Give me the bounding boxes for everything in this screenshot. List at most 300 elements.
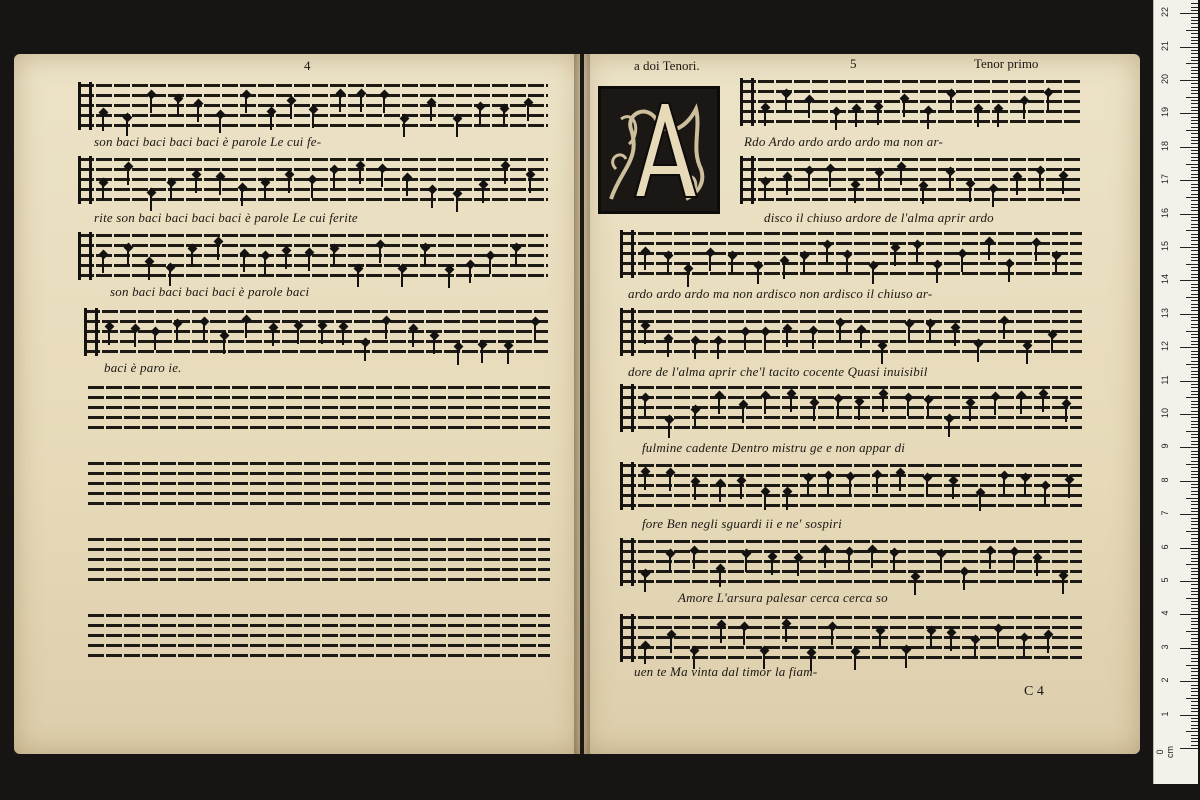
note-stem bbox=[515, 250, 517, 266]
note-stem bbox=[668, 422, 670, 438]
note-stem bbox=[837, 401, 839, 417]
note-stem bbox=[740, 483, 742, 499]
ruler-tick bbox=[1191, 120, 1198, 121]
ruler-tick bbox=[1191, 441, 1198, 442]
left-lyric-2: rite son baci baci baci baci è parole Le cui ferite bbox=[94, 210, 358, 225]
note-stem bbox=[829, 171, 831, 187]
note-stem bbox=[831, 629, 833, 645]
note-stem bbox=[839, 325, 841, 341]
ruler-tick bbox=[1186, 464, 1198, 465]
ruler-tick bbox=[1191, 611, 1198, 612]
note-stem bbox=[813, 405, 815, 421]
note-stem bbox=[527, 105, 529, 121]
note-stem bbox=[694, 343, 696, 359]
ruler-tick bbox=[1191, 601, 1198, 602]
ruler-tick bbox=[1191, 37, 1198, 38]
ruler-tick bbox=[1191, 7, 1198, 8]
note-stem bbox=[669, 556, 671, 572]
ruler-tick bbox=[1186, 698, 1198, 699]
note-stem bbox=[719, 486, 721, 502]
note-stem bbox=[177, 101, 179, 117]
ruler-tick bbox=[1191, 668, 1198, 669]
decorated-initial-a bbox=[598, 86, 720, 214]
note-stem bbox=[969, 405, 971, 421]
ruler-tick bbox=[1191, 60, 1198, 61]
ruler-tick bbox=[1191, 658, 1198, 659]
ruler-tick bbox=[1191, 604, 1198, 605]
left-page bbox=[14, 54, 580, 754]
ruler-tick bbox=[1191, 711, 1198, 712]
ruler-tick bbox=[1191, 387, 1198, 388]
right-header-left: a doi Tenori. bbox=[634, 58, 700, 73]
note-stem bbox=[195, 177, 197, 193]
note-stem bbox=[808, 102, 810, 118]
note-stem bbox=[988, 244, 990, 260]
ruler-tick bbox=[1191, 40, 1198, 41]
ruler-tick bbox=[1191, 558, 1198, 559]
ruler-tick bbox=[1191, 691, 1198, 692]
note-stem bbox=[950, 635, 952, 651]
note-stem bbox=[1016, 179, 1018, 195]
ruler-tick bbox=[1191, 434, 1198, 435]
ruler-tick bbox=[1191, 738, 1198, 739]
note-stem bbox=[243, 256, 245, 272]
ruler-tick bbox=[1191, 427, 1198, 428]
note-stem bbox=[644, 648, 646, 664]
note-stem bbox=[270, 114, 272, 130]
note-stem bbox=[848, 554, 850, 570]
ruler-tick bbox=[1191, 384, 1198, 385]
ruler-tick bbox=[1186, 665, 1198, 666]
note-stem bbox=[797, 560, 799, 576]
note-stem bbox=[1042, 396, 1044, 412]
note-stem bbox=[827, 478, 829, 494]
note-stem bbox=[992, 191, 994, 207]
ruler-tick bbox=[1191, 20, 1198, 21]
note-stem bbox=[907, 400, 909, 416]
ruler-tick bbox=[1191, 678, 1198, 679]
note-stem bbox=[903, 101, 905, 117]
note-stem bbox=[644, 254, 646, 270]
note-stem bbox=[872, 268, 874, 284]
ruler-tick bbox=[1180, 147, 1198, 148]
note-stem bbox=[860, 332, 862, 348]
left-staff-empty-2 bbox=[88, 462, 550, 506]
note-stem bbox=[406, 180, 408, 196]
ruler-label: 19 bbox=[1160, 107, 1170, 118]
ruler-label: 18 bbox=[1160, 140, 1170, 151]
ruler-tick bbox=[1186, 197, 1198, 198]
initial-ornament-icon bbox=[601, 89, 717, 211]
note-stem bbox=[667, 341, 669, 357]
measurement-ruler bbox=[1153, 0, 1198, 784]
ruler-tick bbox=[1191, 123, 1198, 124]
ruler-tick bbox=[1191, 474, 1198, 475]
ruler-tick bbox=[1191, 654, 1198, 655]
note-stem bbox=[963, 574, 965, 590]
note-stem bbox=[321, 328, 323, 344]
note-stem bbox=[127, 250, 129, 266]
note-stem bbox=[644, 328, 646, 344]
ruler-tick bbox=[1191, 521, 1198, 522]
note-stem bbox=[456, 121, 458, 137]
note-stem bbox=[203, 324, 205, 340]
ruler-tick bbox=[1191, 701, 1198, 702]
ruler-tick bbox=[1191, 90, 1198, 91]
ruler-tick bbox=[1191, 50, 1198, 51]
note-stem bbox=[786, 494, 788, 510]
note-stem bbox=[1003, 478, 1005, 494]
ruler-tick bbox=[1191, 103, 1198, 104]
note-stem bbox=[1023, 103, 1025, 119]
ruler-tick bbox=[1191, 457, 1198, 458]
ruler-tick bbox=[1191, 695, 1198, 696]
note-stem bbox=[731, 258, 733, 274]
note-stem bbox=[1044, 488, 1046, 504]
ruler-tick bbox=[1191, 411, 1198, 412]
ruler-tick bbox=[1191, 23, 1198, 24]
note-stem bbox=[456, 196, 458, 212]
ruler-tick bbox=[1186, 431, 1198, 432]
ruler-tick bbox=[1180, 581, 1198, 582]
note-stem bbox=[900, 169, 902, 185]
ruler-tick bbox=[1191, 194, 1198, 195]
ruler-tick bbox=[1180, 314, 1198, 315]
ruler-tick bbox=[1191, 394, 1198, 395]
left-staff-empty-1 bbox=[88, 386, 550, 430]
note-stem bbox=[854, 187, 856, 203]
note-stem bbox=[908, 326, 910, 342]
right-lyric-3: ardo ardo ardo ma non ardisco non ardisco il chiuso ar- bbox=[628, 286, 933, 301]
ruler-tick bbox=[1191, 561, 1198, 562]
ruler-tick bbox=[1191, 634, 1198, 635]
ruler-tick bbox=[1180, 180, 1198, 181]
ruler-tick bbox=[1186, 331, 1198, 332]
note-stem bbox=[694, 412, 696, 428]
ruler-tick bbox=[1191, 477, 1198, 478]
ruler-tick bbox=[1191, 224, 1198, 225]
ruler-tick bbox=[1191, 260, 1198, 261]
note-stem bbox=[148, 264, 150, 280]
ruler-tick bbox=[1191, 157, 1198, 158]
note-stem bbox=[764, 184, 766, 200]
ruler-tick bbox=[1191, 361, 1198, 362]
note-stem bbox=[950, 96, 952, 112]
note-stem bbox=[854, 654, 856, 670]
note-stem bbox=[644, 400, 646, 416]
note-stem bbox=[482, 187, 484, 203]
ruler-tick bbox=[1191, 444, 1198, 445]
ruler-tick bbox=[1191, 87, 1198, 88]
note-stem bbox=[764, 398, 766, 414]
ruler-tick bbox=[1191, 404, 1198, 405]
note-stem bbox=[893, 555, 895, 571]
ruler-tick bbox=[1191, 170, 1198, 171]
ruler-tick bbox=[1191, 651, 1198, 652]
ruler-tick bbox=[1191, 277, 1198, 278]
ruler-tick bbox=[1191, 377, 1198, 378]
note-stem bbox=[448, 272, 450, 288]
ruler-tick bbox=[1191, 153, 1198, 154]
ruler-tick bbox=[1191, 344, 1198, 345]
ruler-tick bbox=[1180, 514, 1198, 515]
ruler-tick bbox=[1191, 93, 1198, 94]
ruler-tick bbox=[1180, 614, 1198, 615]
note-stem bbox=[786, 331, 788, 347]
ruler-tick bbox=[1191, 644, 1198, 645]
ruler-tick bbox=[1191, 73, 1198, 74]
ruler-tick bbox=[1186, 30, 1198, 31]
ruler-tick bbox=[1191, 671, 1198, 672]
ruler-tick bbox=[1191, 100, 1198, 101]
note-stem bbox=[871, 552, 873, 568]
ruler-tick bbox=[1180, 414, 1198, 415]
ruler-tick bbox=[1191, 217, 1198, 218]
ruler-tick bbox=[1191, 284, 1198, 285]
note-stem bbox=[457, 349, 459, 365]
note-stem bbox=[644, 474, 646, 490]
note-stem bbox=[219, 179, 221, 195]
ruler-tick bbox=[1191, 227, 1198, 228]
note-stem bbox=[489, 258, 491, 274]
ruler-tick bbox=[1191, 538, 1198, 539]
note-stem bbox=[1008, 266, 1010, 282]
left-staff-empty-4 bbox=[88, 614, 550, 658]
left-staff-3 bbox=[78, 234, 548, 278]
note-stem bbox=[927, 402, 929, 418]
right-lyric-8: uen te Ma vinta dal timor la fiam- bbox=[634, 664, 818, 679]
ruler-tick bbox=[1191, 240, 1198, 241]
ruler-tick bbox=[1191, 207, 1198, 208]
right-page-number: 5 bbox=[850, 56, 857, 71]
note-stem bbox=[989, 553, 991, 569]
note-stem bbox=[503, 111, 505, 127]
ruler-tick bbox=[1191, 367, 1198, 368]
note-stem bbox=[176, 326, 178, 342]
note-stem bbox=[936, 267, 938, 283]
ruler-tick bbox=[1191, 454, 1198, 455]
note-stem bbox=[879, 633, 881, 649]
note-stem bbox=[219, 117, 221, 133]
ruler-tick bbox=[1191, 725, 1198, 726]
ruler-tick bbox=[1191, 534, 1198, 535]
ruler-tick bbox=[1191, 174, 1198, 175]
ruler-tick bbox=[1191, 67, 1198, 68]
note-stem bbox=[743, 629, 745, 645]
ruler-tick bbox=[1186, 598, 1198, 599]
ruler-label: 7 bbox=[1160, 510, 1170, 516]
ruler-tick bbox=[1191, 200, 1198, 201]
note-stem bbox=[1035, 245, 1037, 261]
ruler-tick bbox=[1191, 588, 1198, 589]
note-stem bbox=[948, 421, 950, 437]
book-gutter bbox=[574, 54, 590, 754]
ruler-tick bbox=[1191, 371, 1198, 372]
note-stem bbox=[742, 407, 744, 423]
note-stem bbox=[150, 195, 152, 211]
note-stem bbox=[940, 556, 942, 572]
note-stem bbox=[745, 556, 747, 572]
right-lyric-6: fore Ben negli sguardi ii e ne' sospiri bbox=[642, 516, 842, 531]
ruler-tick bbox=[1191, 27, 1198, 28]
note-stem bbox=[379, 247, 381, 263]
left-staff-2 bbox=[78, 158, 548, 202]
ruler-tick bbox=[1186, 230, 1198, 231]
ruler-tick bbox=[1191, 270, 1198, 271]
right-lyric-2: disco il chiuso ardore de l'alma aprir ardo bbox=[764, 210, 994, 225]
ruler-tick bbox=[1191, 57, 1198, 58]
note-stem bbox=[771, 559, 773, 575]
ruler-tick bbox=[1191, 294, 1198, 295]
ruler-tick bbox=[1186, 364, 1198, 365]
note-stem bbox=[969, 186, 971, 202]
note-stem bbox=[669, 475, 671, 491]
note-stem bbox=[431, 192, 433, 208]
ruler-tick bbox=[1191, 471, 1198, 472]
note-stem bbox=[154, 334, 156, 350]
note-stem bbox=[312, 112, 314, 128]
note-stem bbox=[357, 271, 359, 287]
note-stem bbox=[994, 399, 996, 415]
ruler-tick bbox=[1191, 351, 1198, 352]
note-stem bbox=[364, 345, 366, 361]
ruler-tick bbox=[1191, 190, 1198, 191]
note-stem bbox=[381, 171, 383, 187]
ruler-tick bbox=[1191, 401, 1198, 402]
ruler-tick bbox=[1191, 210, 1198, 211]
ruler-tick bbox=[1191, 334, 1198, 335]
note-stem bbox=[333, 172, 335, 188]
right-staff-6 bbox=[620, 464, 1082, 508]
ruler-tick bbox=[1191, 83, 1198, 84]
note-stem bbox=[718, 398, 720, 414]
ruler-tick bbox=[1191, 508, 1198, 509]
note-stem bbox=[693, 553, 695, 569]
note-stem bbox=[1047, 95, 1049, 111]
note-stem bbox=[359, 168, 361, 184]
note-stem bbox=[507, 348, 509, 364]
ruler-tick bbox=[1191, 290, 1198, 291]
note-stem bbox=[1065, 406, 1067, 422]
note-stem bbox=[824, 552, 826, 568]
ruler-tick bbox=[1191, 320, 1198, 321]
ruler-tick bbox=[1191, 250, 1198, 251]
ruler-label: 3 bbox=[1160, 644, 1170, 650]
ruler-tick bbox=[1191, 327, 1198, 328]
note-stem bbox=[878, 175, 880, 191]
ruler-tick bbox=[1186, 297, 1198, 298]
note-stem bbox=[108, 329, 110, 345]
note-stem bbox=[333, 251, 335, 267]
ruler-tick bbox=[1180, 13, 1198, 14]
ruler-tick bbox=[1191, 187, 1198, 188]
note-stem bbox=[223, 338, 225, 354]
ruler-tick bbox=[1191, 304, 1198, 305]
ruler-tick bbox=[1191, 437, 1198, 438]
note-stem bbox=[720, 627, 722, 643]
note-stem bbox=[1039, 173, 1041, 189]
right-staff-5 bbox=[620, 386, 1082, 430]
note-stem bbox=[479, 109, 481, 125]
left-staff-empty-3 bbox=[88, 538, 550, 582]
ruler-tick bbox=[1191, 53, 1198, 54]
ruler-tick bbox=[1191, 584, 1198, 585]
right-lyric-7: Amore L'arsura palesar cerca cerca so bbox=[678, 590, 888, 605]
ruler-label: 14 bbox=[1160, 274, 1170, 285]
note-stem bbox=[1062, 178, 1064, 194]
note-stem bbox=[288, 177, 290, 193]
ruler-tick bbox=[1191, 524, 1198, 525]
note-stem bbox=[385, 323, 387, 339]
right-lyric-5: fulmine cadente Dentro mistru ge e non appar di bbox=[642, 440, 906, 455]
ruler-tick bbox=[1191, 675, 1198, 676]
ruler-tick bbox=[1191, 140, 1198, 141]
ruler-tick bbox=[1191, 504, 1198, 505]
note-stem bbox=[217, 244, 219, 260]
note-stem bbox=[977, 111, 979, 127]
note-stem bbox=[785, 96, 787, 112]
ruler-tick bbox=[1180, 247, 1198, 248]
left-staff-1 bbox=[78, 84, 548, 128]
ruler-label: 8 bbox=[1160, 477, 1170, 483]
note-stem bbox=[403, 121, 405, 137]
ruler-tick bbox=[1186, 130, 1198, 131]
ruler-tick bbox=[1191, 554, 1198, 555]
ruler-tick bbox=[1186, 164, 1198, 165]
ruler-label: 11 bbox=[1160, 374, 1170, 385]
ruler-tick bbox=[1191, 541, 1198, 542]
ruler-label: 9 bbox=[1160, 443, 1170, 449]
ruler-tick bbox=[1191, 574, 1198, 575]
ruler-tick bbox=[1191, 220, 1198, 221]
ruler-tick bbox=[1191, 708, 1198, 709]
left-lyric-4: baci è paro ie. bbox=[104, 360, 182, 375]
note-stem bbox=[764, 494, 766, 510]
note-stem bbox=[803, 258, 805, 274]
ruler-tick bbox=[1191, 300, 1198, 301]
note-stem bbox=[412, 331, 414, 347]
right-staff-3 bbox=[620, 232, 1082, 276]
ruler-tick bbox=[1191, 487, 1198, 488]
ruler-tick bbox=[1191, 10, 1198, 11]
ruler-tick bbox=[1191, 237, 1198, 238]
left-lyric-1: son baci baci baci baci è parole Le cui fe- bbox=[94, 134, 322, 149]
note-stem bbox=[102, 185, 104, 201]
ruler-tick bbox=[1191, 608, 1198, 609]
ruler-label: 4 bbox=[1160, 610, 1170, 616]
ruler-tick bbox=[1191, 43, 1198, 44]
note-stem bbox=[961, 256, 963, 272]
ruler-label: 6 bbox=[1160, 544, 1170, 550]
ruler-tick bbox=[1191, 594, 1198, 595]
ruler-tick bbox=[1191, 741, 1198, 742]
ruler-tick bbox=[1191, 77, 1198, 78]
ruler-tick bbox=[1191, 705, 1198, 706]
note-stem bbox=[929, 326, 931, 342]
signature-mark: C 4 bbox=[1024, 684, 1044, 699]
ruler-tick bbox=[1191, 33, 1198, 34]
ruler-tick bbox=[1191, 417, 1198, 418]
note-stem bbox=[383, 97, 385, 113]
ruler-tick bbox=[1191, 641, 1198, 642]
ruler-tick bbox=[1191, 167, 1198, 168]
ruler-tick bbox=[1191, 491, 1198, 492]
ruler-tick bbox=[1191, 745, 1198, 746]
note-stem bbox=[1047, 637, 1049, 653]
ruler-tick bbox=[1191, 107, 1198, 108]
note-stem bbox=[644, 576, 646, 592]
note-stem bbox=[1023, 640, 1025, 656]
